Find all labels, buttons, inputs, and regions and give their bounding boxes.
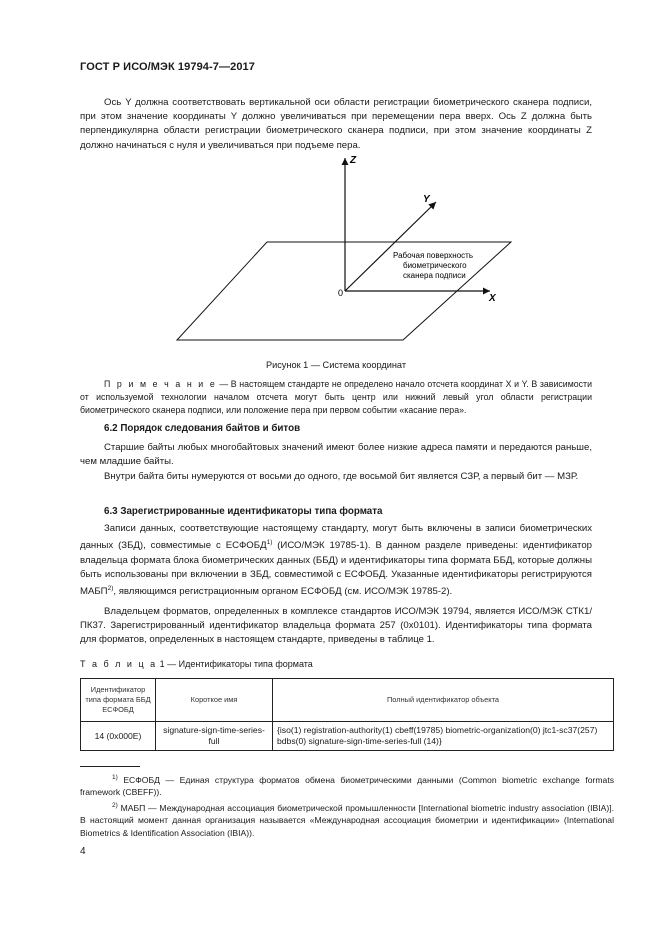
section-6-3-paragraph-2: Владельцем форматов, определенных в комплексе стандартов ИСО/МЭК 19794, является ИСО/МЭК СТК1/ПК37. Зарегистрированный идентификатор владельца формата 257 (0x0101). Идентификаторы типа формата для форматов, определенных в настоящем стандарте, приведены в таблице 1.: [80, 606, 592, 646]
table-caption: [80, 659, 313, 669]
table-caption-text: 1 — Идентификаторы типа формата: [157, 659, 313, 669]
footnote-1-mark: 1): [112, 774, 118, 781]
surface-label-line-3: сканера подписи: [403, 271, 466, 280]
p1-part-a: Записи данных, соответствующие настоящему стандарту, могут быть включены в записи биометрических данных (ЗБД), совместимые с ЕСФОБД: [80, 523, 592, 552]
footnote-ref-2: 2): [107, 585, 114, 592]
section-6-2-paragraph-2: Внутри байта биты нумеруются от восьми до одного, где восьмой бит является СЗР, а первый бит — МЗР.: [104, 471, 579, 482]
section-6-2-heading: 6.2 Порядок следования байтов и битов: [104, 423, 301, 434]
footnote-1: [80, 772, 614, 799]
x-axis-label: X: [489, 293, 496, 304]
footnote-1-text: ЕСФОБД — Единая структура форматов обмена биометрическими данными (Common biometric exchange formats framework (CBEFF)).: [80, 774, 614, 798]
format-identifiers-table: [80, 678, 614, 751]
footnote-2: [80, 800, 614, 839]
section-6-3-paragraph-1: [80, 522, 592, 599]
section-6-3-heading: 6.3 Зарегистрированные идентификаторы типа формата: [104, 506, 383, 517]
footnote-2-text: МАБП — Международная ассоциация биометрической промышленности [International biometric industry association (IBIA)]. В настоящий момент данная организация называется «Международная ассоциация биометрии и идентификации» (International Biometrics & Identification Association (IBIA)).: [80, 802, 614, 838]
note-text: — В настоящем стандарте не определено начало отсчета координат X и Y. В зависимости от используемой технологии началом отсчета могут быть центр или нижний левый угол области регистрации биометрического сканера подписи, или положение пера при первом событии «касание пера».: [80, 379, 592, 415]
coordinate-system-figure: [160, 150, 540, 350]
footnote-2-mark: 2): [112, 802, 118, 809]
p1-part-b: (ИСО/МЭК 19785-1). В данном разделе приведены: идентификатор владельца формата блока биометрических данных (ББД) и идентификаторы типа формата ББД, которые должны быть использованы при включении в ЗБД, совместимой с ЕСФОБД. Указанные идентификаторы регистрируются МАБП: [80, 540, 592, 598]
figure-caption: Рисунок 1 — Система координат: [265, 360, 407, 370]
table-header-row: [81, 679, 614, 722]
section-6-2-paragraph-1: Старшие байты любых многобайтовых значений имеют более низкие адреса памяти и передаются раньше, чем младшие байты.: [80, 442, 592, 468]
surface-label-line-1: Рабочая поверхность: [393, 251, 473, 260]
cell-short-name: signature-sign-time-series-full: [156, 722, 273, 751]
z-axis-label: Z: [350, 155, 357, 166]
cell-full-object-id: {iso(1) registration-authority(1) cbeff(19785) biometric-organization(0) jtc1-sc37(257) bdbs(0) signature-sign-time-series-full (14)}: [273, 722, 614, 751]
note-label: П р и м е ч а н и е: [104, 379, 217, 389]
header-format-type-id: Идентификатор типа формата ББД ЕСФОБД: [81, 679, 156, 722]
header-full-object-id: Полный идентификатор объекта: [273, 679, 614, 722]
header-short-name: Короткое имя: [156, 679, 273, 722]
origin-label: 0: [338, 288, 344, 298]
page-number: 4: [80, 846, 86, 857]
table-caption-label: Т а б л и ц а: [80, 659, 158, 669]
figure-note: [80, 378, 592, 417]
intro-paragraph: Ось Y должна соответствовать вертикальной оси области регистрации биометрического сканера подписи, при этом значение координаты Y должно увеличиваться при перемещении пера вверх. Ось Z должна быть перпендикулярна области регистрации биометрического сканера подписи, при этом значение координаты Z должно начинаться с нуля и увеличиваться при подъеме пера.: [80, 97, 592, 151]
surface-label-line-2: биометрического: [403, 261, 467, 270]
footnote-separator: [80, 766, 140, 767]
y-axis-label: Y: [423, 194, 430, 205]
page-header-title: ГОСТ Р ИСО/МЭК 19794-7—2017: [80, 61, 255, 73]
table-row: [81, 722, 614, 751]
footnote-ref-1: 1): [266, 539, 273, 547]
cell-format-type-id: 14 (0x000E): [81, 722, 156, 751]
p1-part-c: , являющимся регистрационным органом ЕСФОБД (см. ИСО/МЭК 19785-2).: [113, 586, 453, 598]
